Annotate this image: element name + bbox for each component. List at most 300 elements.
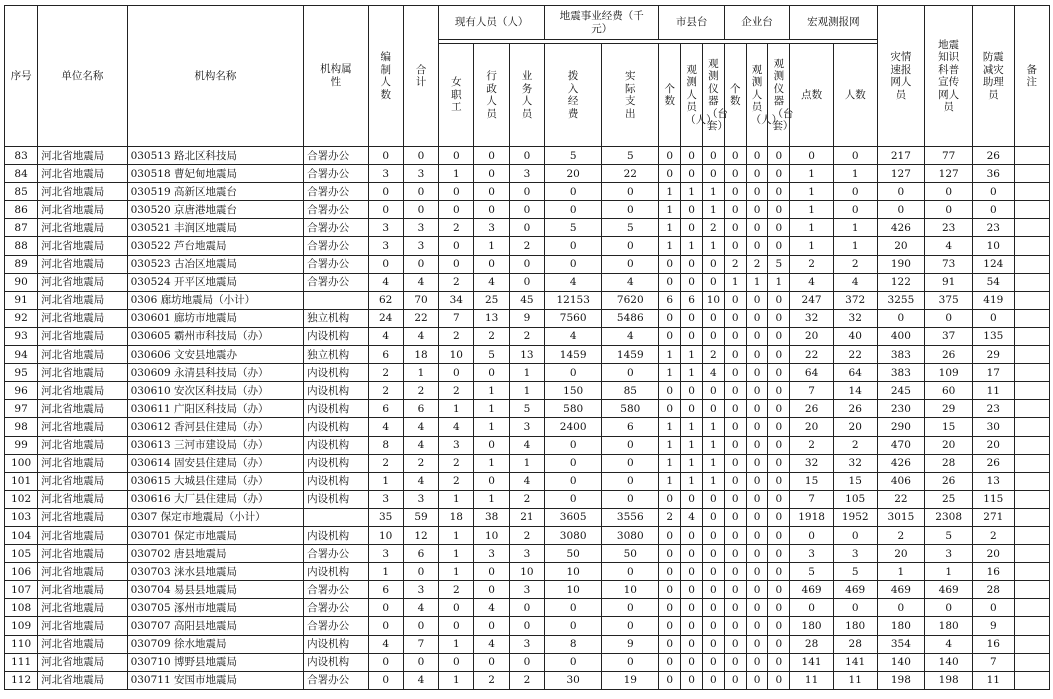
table-cell: 0: [403, 147, 438, 165]
table-cell: 0: [474, 364, 509, 382]
table-cell: 2: [790, 436, 834, 454]
table-cell: 32: [833, 309, 877, 327]
table-cell: 5: [768, 255, 790, 273]
table-cell: 1: [681, 237, 703, 255]
table-cell: 河北省地震局: [38, 165, 127, 183]
header-staff-group: 现有人员（人）: [439, 6, 545, 40]
table-cell: [1014, 436, 1049, 454]
table-cell: 83: [5, 147, 38, 165]
table-cell: 26: [833, 400, 877, 418]
table-cell: 0: [768, 418, 790, 436]
table-cell: 62: [368, 291, 403, 309]
table-row: [5, 382, 1050, 400]
table-cell: 0: [768, 581, 790, 599]
table-cell: 030615 大城县住建局（办）: [127, 472, 304, 490]
table-cell: 0: [659, 526, 681, 544]
table-cell: 0: [545, 237, 602, 255]
table-cell: 3: [368, 545, 403, 563]
table-cell: 3: [509, 635, 544, 653]
table-cell: 141: [790, 653, 834, 671]
table-cell: 22: [877, 490, 925, 508]
table-cell: 28: [833, 635, 877, 653]
table-cell: 0: [768, 545, 790, 563]
table-cell: 50: [602, 545, 659, 563]
table-cell: 030518 曹妃甸地震局: [127, 165, 304, 183]
table-cell: 0: [545, 472, 602, 490]
table-cell: [1014, 635, 1049, 653]
table-row: [5, 400, 1050, 418]
table-cell: 1: [474, 237, 509, 255]
header-city-obs-people: 观测人员（人）: [681, 44, 703, 147]
table-cell: 030601 廊坊市地震局: [127, 309, 304, 327]
table-cell: 90: [5, 273, 38, 291]
table-cell: 3: [509, 165, 544, 183]
table-cell: 1: [681, 472, 703, 490]
table-cell: 030606 文安县地震办: [127, 346, 304, 364]
table-cell: 1: [681, 436, 703, 454]
table-cell: 1: [439, 563, 474, 581]
table-cell: 3: [368, 165, 403, 183]
table-cell: 100: [5, 454, 38, 472]
table-cell: 0: [702, 508, 724, 526]
table-cell: [1014, 291, 1049, 309]
table-cell: 1: [833, 237, 877, 255]
table-cell: [1014, 255, 1049, 273]
table-cell: 3: [925, 545, 973, 563]
table-cell: 4: [681, 508, 703, 526]
table-cell: 1: [509, 454, 544, 472]
table-cell: 4: [403, 671, 438, 689]
table-cell: 河北省地震局: [38, 183, 127, 201]
table-cell: 59: [403, 508, 438, 526]
table-cell: 1: [681, 364, 703, 382]
table-cell: 1: [659, 201, 681, 219]
table-row: [5, 291, 1050, 309]
table-cell: 101: [5, 472, 38, 490]
table-cell: 108: [5, 599, 38, 617]
table-cell: 11: [790, 671, 834, 689]
table-cell: 0: [659, 147, 681, 165]
table-cell: 15: [925, 418, 973, 436]
header-disaster-report: 灾情速报网人员: [877, 6, 925, 147]
table-cell: 8: [368, 436, 403, 454]
table-cell: 0: [659, 309, 681, 327]
table-cell: 0: [877, 183, 925, 201]
table-cell: 河北省地震局: [38, 599, 127, 617]
table-cell: 1: [659, 219, 681, 237]
table-cell: 河北省地震局: [38, 400, 127, 418]
table-row: [5, 364, 1050, 382]
table-cell: 0: [702, 273, 724, 291]
table-cell: 0: [702, 327, 724, 345]
table-cell: 0: [746, 653, 768, 671]
table-cell: 河北省地震局: [38, 255, 127, 273]
table-cell: 0: [768, 291, 790, 309]
table-cell: 99: [5, 436, 38, 454]
table-cell: 0: [602, 364, 659, 382]
table-cell: 77: [925, 147, 973, 165]
table-cell: 98: [5, 418, 38, 436]
header-business: 业务人员: [509, 44, 544, 147]
table-cell: 0: [602, 472, 659, 490]
table-cell: 1: [439, 400, 474, 418]
table-cell: 河北省地震局: [38, 219, 127, 237]
table-cell: 180: [925, 617, 973, 635]
table-cell: 0: [681, 400, 703, 418]
table-cell: 3080: [602, 526, 659, 544]
table-cell: 0: [746, 599, 768, 617]
table-cell: 3080: [545, 526, 602, 544]
table-cell: 0: [746, 364, 768, 382]
table-cell: 0: [746, 418, 768, 436]
table-cell: 2: [368, 454, 403, 472]
header-science: 地震知识科普宣传网人员: [925, 6, 973, 147]
table-cell: 0: [509, 255, 544, 273]
table-cell: 9: [509, 309, 544, 327]
table-cell: 合署办公: [304, 219, 368, 237]
table-cell: 10: [474, 526, 509, 544]
table-cell: 88: [5, 237, 38, 255]
table-cell: 135: [973, 327, 1015, 345]
table-cell: 030613 三河市建设局（办）: [127, 436, 304, 454]
table-cell: 0: [768, 436, 790, 454]
table-cell: 0: [545, 255, 602, 273]
table-cell: 0: [724, 671, 746, 689]
table-cell: 127: [877, 165, 925, 183]
table-cell: 0: [768, 635, 790, 653]
table-cell: 7: [790, 490, 834, 508]
table-cell: 2: [439, 273, 474, 291]
table-cell: 7560: [545, 309, 602, 327]
table-cell: 030704 易县县地震局: [127, 581, 304, 599]
table-cell: 3: [403, 219, 438, 237]
table-cell: 0: [746, 309, 768, 327]
table-cell: 0: [439, 183, 474, 201]
table-row: [5, 526, 1050, 544]
table-cell: 469: [877, 581, 925, 599]
table-cell: 24: [368, 309, 403, 327]
table-cell: 合署办公: [304, 147, 368, 165]
table-cell: 0: [659, 563, 681, 581]
table-cell: 0: [724, 436, 746, 454]
table-cell: 109: [5, 617, 38, 635]
table-cell: 25: [474, 291, 509, 309]
table-cell: 38: [474, 508, 509, 526]
table-cell: 0: [509, 219, 544, 237]
table-cell: 1: [474, 382, 509, 400]
table-cell: 3605: [545, 508, 602, 526]
table-cell: 030701 保定市地震局: [127, 526, 304, 544]
table-cell: 580: [545, 400, 602, 418]
table-row: [5, 454, 1050, 472]
table-cell: 0: [768, 653, 790, 671]
table-cell: 0: [659, 671, 681, 689]
table-cell: 0: [602, 653, 659, 671]
table-cell: 32: [833, 454, 877, 472]
table-cell: 3: [509, 581, 544, 599]
table-cell: 0: [973, 183, 1015, 201]
table-cell: 5486: [602, 309, 659, 327]
table-cell: [1014, 273, 1049, 291]
table-cell: 1: [702, 436, 724, 454]
table-cell: 3015: [877, 508, 925, 526]
table-cell: 0: [403, 653, 438, 671]
table-cell: 独立机构: [304, 309, 368, 327]
table-cell: 0: [746, 563, 768, 581]
header-notes: 备注: [1014, 6, 1049, 147]
table-cell: [1014, 599, 1049, 617]
table-cell: 28: [973, 581, 1015, 599]
table-cell: 1: [474, 454, 509, 472]
table-cell: 0: [702, 309, 724, 327]
table-cell: 0: [474, 255, 509, 273]
table-cell: 内设机构: [304, 563, 368, 581]
table-cell: 1: [403, 364, 438, 382]
table-cell: 28: [790, 635, 834, 653]
table-cell: 2: [973, 526, 1015, 544]
table-cell: 030522 芦台地震局: [127, 237, 304, 255]
header-macro-people: 人数: [833, 44, 877, 147]
table-cell: 70: [403, 291, 438, 309]
table-cell: 5: [925, 526, 973, 544]
table-cell: 127: [925, 165, 973, 183]
table-cell: 20: [973, 545, 1015, 563]
table-cell: 20: [925, 436, 973, 454]
table-cell: 030520 京唐港地震台: [127, 201, 304, 219]
table-cell: [1014, 147, 1049, 165]
table-cell: 0: [746, 472, 768, 490]
table-cell: 0: [702, 635, 724, 653]
table-cell: 内设机构: [304, 418, 368, 436]
table-cell: 107: [5, 581, 38, 599]
table-cell: 4: [925, 635, 973, 653]
table-cell: 0: [724, 291, 746, 309]
table-cell: [1014, 219, 1049, 237]
header-ent-obs-people: 观测人员（人）: [746, 44, 768, 147]
table-cell: 1: [790, 165, 834, 183]
table-cell: 内设机构: [304, 490, 368, 508]
table-cell: 73: [925, 255, 973, 273]
table-cell: 0: [681, 490, 703, 508]
table-cell: 29: [925, 400, 973, 418]
table-cell: 3: [368, 237, 403, 255]
table-cell: 0: [545, 364, 602, 382]
header-unit: 单位名称: [38, 6, 127, 147]
table-cell: 25: [925, 490, 973, 508]
table-cell: 0: [659, 382, 681, 400]
table-cell: 22: [602, 165, 659, 183]
table-cell: 2: [509, 526, 544, 544]
table-cell: 独立机构: [304, 346, 368, 364]
table-cell: 0: [746, 291, 768, 309]
table-cell: 0: [925, 309, 973, 327]
table-cell: 1459: [602, 346, 659, 364]
table-cell: 0: [746, 617, 768, 635]
table-cell: 2: [833, 436, 877, 454]
table-cell: 2: [368, 382, 403, 400]
table-cell: 0: [833, 526, 877, 544]
table-cell: 2: [790, 255, 834, 273]
table-cell: 4: [509, 436, 544, 454]
table-cell: 1: [681, 418, 703, 436]
table-cell: 合署办公: [304, 165, 368, 183]
table-cell: 64: [833, 364, 877, 382]
table-cell: 290: [877, 418, 925, 436]
table-body: [5, 147, 1050, 690]
table-cell: 0: [681, 581, 703, 599]
table-cell: 030609 永清县科技局（办）: [127, 364, 304, 382]
table-cell: 2: [659, 508, 681, 526]
table-cell: 1: [439, 635, 474, 653]
table-cell: 85: [5, 183, 38, 201]
table-cell: [1014, 454, 1049, 472]
table-cell: 0: [659, 273, 681, 291]
table-cell: 19: [602, 671, 659, 689]
table-cell: 0: [724, 418, 746, 436]
table-cell: 10: [545, 563, 602, 581]
table-cell: 030702 唐县地震局: [127, 545, 304, 563]
table-cell: 1: [681, 454, 703, 472]
table-cell: 2: [474, 327, 509, 345]
table-row: [5, 255, 1050, 273]
table-cell: 0: [724, 490, 746, 508]
table-cell: 30: [973, 418, 1015, 436]
table-cell: 4: [474, 635, 509, 653]
table-cell: 23: [973, 219, 1015, 237]
table-cell: 2: [403, 454, 438, 472]
table-cell: 0: [681, 219, 703, 237]
table-cell: 030616 大厂县住建局（办）: [127, 490, 304, 508]
table-cell: 内设机构: [304, 382, 368, 400]
table-cell: 84: [5, 165, 38, 183]
table-cell: 1: [833, 165, 877, 183]
table-cell: 0: [768, 400, 790, 418]
table-cell: 0: [681, 617, 703, 635]
table-cell: 0: [659, 327, 681, 345]
table-cell: 4: [403, 599, 438, 617]
table-cell: 0: [973, 599, 1015, 617]
table-cell: 0: [746, 165, 768, 183]
table-cell: 9: [602, 635, 659, 653]
table-cell: 0: [702, 581, 724, 599]
table-cell: 0: [474, 183, 509, 201]
table-cell: 37: [925, 327, 973, 345]
table-cell: 0: [768, 183, 790, 201]
table-row: [5, 147, 1050, 165]
table-cell: 0: [474, 201, 509, 219]
table-cell: 0: [768, 237, 790, 255]
table-cell: 10: [509, 563, 544, 581]
table-cell: 河北省地震局: [38, 545, 127, 563]
table-cell: 4: [509, 472, 544, 490]
table-cell: 0: [877, 309, 925, 327]
table-cell: 0: [724, 563, 746, 581]
table-cell: 0: [768, 147, 790, 165]
table-cell: 1: [790, 237, 834, 255]
table-cell: 河北省地震局: [38, 671, 127, 689]
table-cell: 30: [545, 671, 602, 689]
table-cell: 2: [724, 255, 746, 273]
table-cell: 3556: [602, 508, 659, 526]
table-cell: 122: [877, 273, 925, 291]
table-cell: 180: [790, 617, 834, 635]
table-row: [5, 563, 1050, 581]
statistics-table: [4, 5, 1050, 690]
table-cell: 11: [973, 671, 1015, 689]
table-cell: 4: [702, 364, 724, 382]
table-cell: 0: [659, 545, 681, 563]
table-cell: 0: [724, 201, 746, 219]
table-cell: [1014, 346, 1049, 364]
table-cell: [1014, 526, 1049, 544]
table-cell: 0: [768, 165, 790, 183]
table-cell: 383: [877, 346, 925, 364]
table-cell: 河北省地震局: [38, 490, 127, 508]
table-cell: [1014, 490, 1049, 508]
header-admin: 行政人员: [474, 44, 509, 147]
table-cell: [1014, 671, 1049, 689]
table-cell: 180: [833, 617, 877, 635]
table-cell: 2: [509, 490, 544, 508]
table-cell: [1014, 400, 1049, 418]
table-cell: 354: [877, 635, 925, 653]
table-row: [5, 436, 1050, 454]
table-cell: 419: [973, 291, 1015, 309]
table-cell: 河北省地震局: [38, 454, 127, 472]
table-cell: 2: [439, 327, 474, 345]
table-cell: 0: [659, 581, 681, 599]
table-cell: 0: [545, 454, 602, 472]
table-cell: 0: [746, 436, 768, 454]
table-cell: 3: [439, 436, 474, 454]
table-cell: 4: [474, 273, 509, 291]
table-cell: 030519 高新区地震台: [127, 183, 304, 201]
table-cell: [304, 508, 368, 526]
table-cell: 20: [973, 436, 1015, 454]
table-cell: 河北省地震局: [38, 147, 127, 165]
table-cell: 内设机构: [304, 526, 368, 544]
table-cell: 6: [403, 400, 438, 418]
table-cell: 1: [702, 183, 724, 201]
table-cell: 内设机构: [304, 364, 368, 382]
table-cell: 0: [768, 526, 790, 544]
table-cell: 0: [724, 400, 746, 418]
table-cell: 0: [790, 147, 834, 165]
table-cell: 0306 廊坊地震局（小计）: [127, 291, 304, 309]
table-cell: 94: [5, 346, 38, 364]
table-cell: 17: [973, 364, 1015, 382]
table-cell: 7: [973, 653, 1015, 671]
table-cell: 0: [702, 382, 724, 400]
table-cell: 0: [545, 617, 602, 635]
table-cell: 10: [368, 526, 403, 544]
table-cell: 0: [403, 183, 438, 201]
table-cell: 0: [368, 147, 403, 165]
table-cell: 合署办公: [304, 237, 368, 255]
table-cell: 合署办公: [304, 671, 368, 689]
table-cell: 104: [5, 526, 38, 544]
table-cell: 0: [659, 490, 681, 508]
table-cell: 0: [439, 617, 474, 635]
table-cell: 3: [368, 219, 403, 237]
header-ent-count: 个数: [724, 44, 746, 147]
table-cell: 6: [368, 346, 403, 364]
table-cell: 2308: [925, 508, 973, 526]
table-cell: 0: [724, 327, 746, 345]
table-cell: 9: [973, 617, 1015, 635]
table-cell: 河北省地震局: [38, 526, 127, 544]
table-cell: 6: [659, 291, 681, 309]
